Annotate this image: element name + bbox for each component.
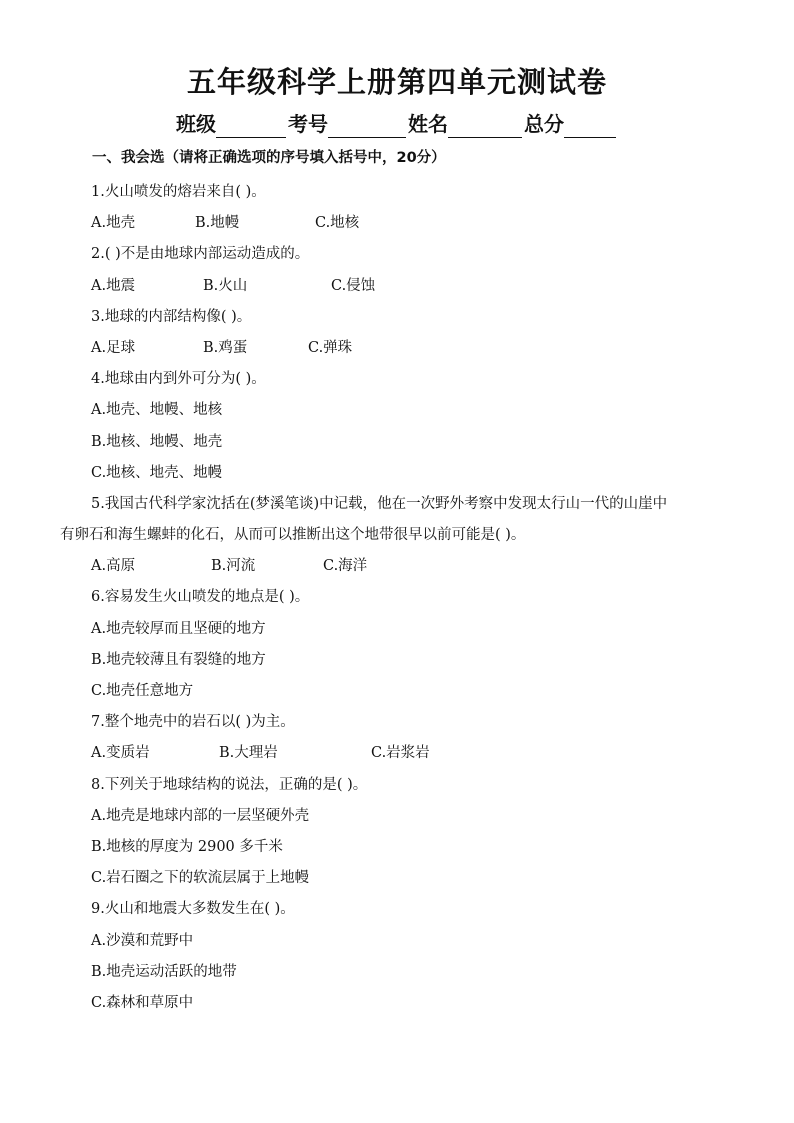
name-label: 姓名 [408, 112, 448, 136]
option-c[interactable]: C.地壳任意地方 [91, 683, 194, 699]
option-c[interactable]: C.地核 [315, 215, 360, 232]
exam-number-label: 考号 [288, 112, 328, 136]
option-a[interactable]: A.地壳、地幔、地核 [91, 402, 223, 419]
option-b[interactable]: B.地壳较薄且有裂缝的地方 [91, 651, 266, 668]
option-c[interactable]: C.岩石圈之下的软流层属于上地幔 [91, 870, 310, 887]
student-info-row [0, 110, 794, 138]
score-label: 总分 [524, 112, 564, 136]
question-stem: 8.下列关于地球结构的说法，正确的是( )。 [91, 776, 368, 793]
option-a[interactable]: A.高原 [91, 558, 136, 575]
exam-number-blank[interactable] [328, 115, 406, 138]
question-stem: 6.容易发生火山喷发的地点是( )。 [91, 589, 310, 606]
score-field [524, 110, 618, 138]
option-row [60, 333, 740, 364]
option-b[interactable]: B.鸡蛋 [203, 339, 248, 356]
option-row [60, 551, 740, 582]
option-c[interactable]: C.弹珠 [308, 339, 353, 356]
option-row [60, 271, 740, 302]
question-stem: 3.地球的内部结构像( )。 [91, 308, 252, 325]
option-a[interactable]: A.足球 [91, 339, 136, 356]
option-a[interactable]: A.地壳是地球内部的一层坚硬外壳 [91, 807, 310, 824]
option-b[interactable]: B.地壳运动活跃的地带 [91, 963, 237, 980]
option-a[interactable]: A.变质岩 [91, 745, 150, 762]
exam-number-field [288, 110, 408, 138]
option-b[interactable]: B.火山 [203, 277, 248, 294]
option-b[interactable]: B.大理岩 [219, 745, 278, 762]
question-stem: 9.火山和地震大多数发生在( )。 [91, 901, 295, 918]
option-b[interactable]: B.地核、地幔、地壳 [91, 433, 223, 450]
option-row [60, 208, 740, 239]
option-row [60, 738, 740, 769]
question-stem: 4.地球由内到外可分为( )。 [91, 371, 266, 388]
question-list [60, 177, 740, 1019]
score-blank[interactable] [564, 115, 616, 138]
question-stem: 2.( )不是由地球内部运动造成的。 [91, 246, 310, 263]
question-stem: 1.火山喷发的熔岩来自( )。 [91, 184, 266, 200]
option-a[interactable]: A.地震 [91, 277, 136, 294]
option-c[interactable]: C.森林和草原中 [91, 994, 194, 1011]
class-field [176, 110, 288, 138]
name-field [408, 110, 524, 138]
option-b[interactable]: B.河流 [211, 558, 256, 575]
question-stem: 7.整个地壳中的岩石以( )为主。 [91, 714, 295, 731]
page-title: 五年级科学上册第四单元测试卷 [186, 65, 607, 99]
question-stem: 5.我国古代科学家沈括在(梦溪笔谈)中记载，他在一次野外考察中发现太行山一代的山崖中 [91, 495, 668, 512]
option-c[interactable]: C.海洋 [323, 558, 368, 575]
option-a[interactable]: A.地壳 [91, 215, 136, 232]
option-a[interactable]: A.地壳较厚而且坚硬的地方 [91, 620, 266, 637]
option-b[interactable]: B.地幔 [195, 215, 240, 232]
option-c[interactable]: C.岩浆岩 [371, 745, 430, 762]
section-heading: 一、我会选（请将正确选项的序号填入括号中，20分） [92, 150, 446, 166]
option-c[interactable]: C.侵蚀 [331, 277, 376, 294]
option-c[interactable]: C.地核、地壳、地幔 [91, 464, 223, 481]
option-a[interactable]: A.沙漠和荒野中 [91, 932, 194, 949]
class-label: 班级 [176, 112, 216, 136]
option-b[interactable]: B.地核的厚度为 2900 多千米 [91, 838, 283, 855]
class-blank[interactable] [216, 115, 286, 138]
name-blank[interactable] [448, 115, 522, 138]
question-stem-continued: 有卵石和海生螺蚌的化石，从而可以推断出这个地带很早以前可能是( )。 [60, 527, 526, 544]
